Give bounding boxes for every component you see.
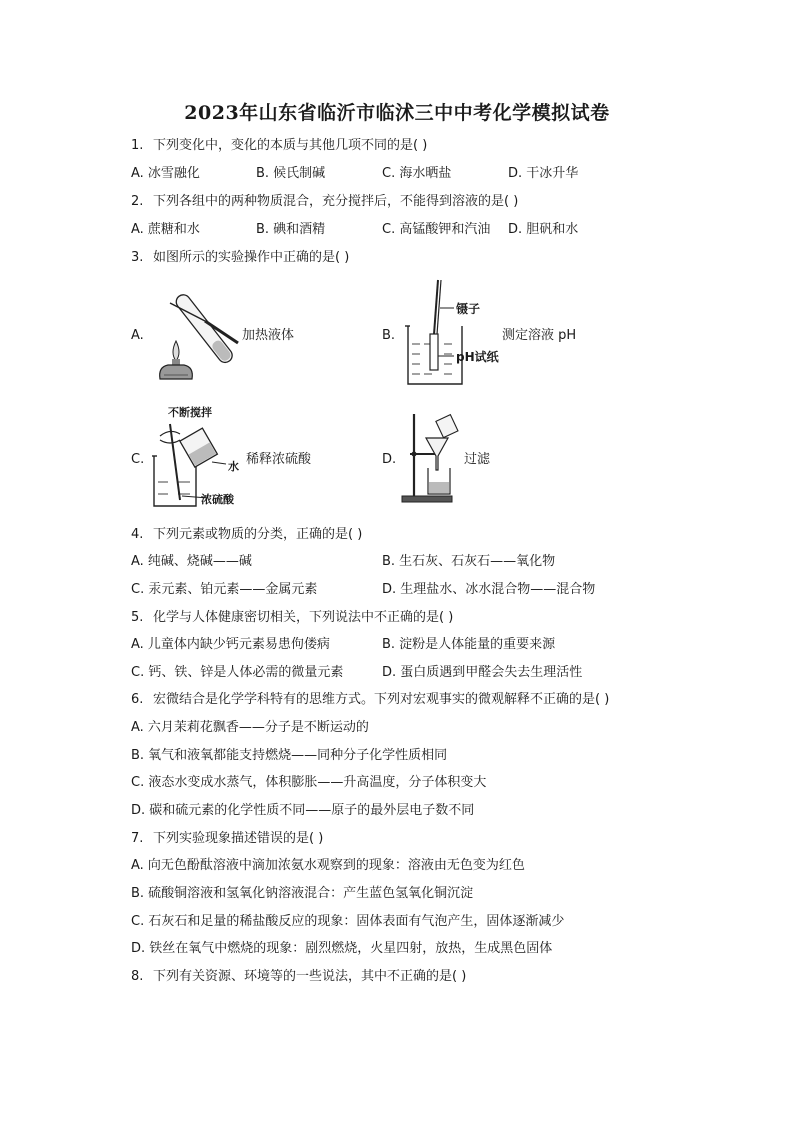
q6-option-b[interactable]: B. 氧气和液氧都能支持燃烧——同种分子化学性质相同 bbox=[131, 748, 448, 763]
question-5: 5. 化学与人体健康密切相关，下列说法中不正确的是( ) bbox=[131, 610, 454, 625]
question-4: 4. 下列元素或物质的分类，正确的是( ) bbox=[131, 527, 363, 542]
q5-option-a[interactable]: A. 儿童体内缺少钙元素易患佝偻病 bbox=[131, 637, 330, 652]
q4-option-c[interactable]: C. 汞元素、铂元素——金属元素 bbox=[131, 582, 318, 597]
label-water: 水 bbox=[228, 460, 239, 473]
q6-option-c[interactable]: C. 液态水变成水蒸气，体积膨胀——升高温度，分子体积变大 bbox=[131, 775, 487, 790]
q1-option-b[interactable]: B. 候氏制碱 bbox=[256, 166, 326, 181]
q2-option-c[interactable]: C. 高锰酸钾和汽油 bbox=[382, 222, 491, 237]
q4-option-d[interactable]: D. 生理盐水、冰水混合物——混合物 bbox=[382, 582, 596, 597]
question-3: 3. 如图所示的实验操作中正确的是( ) bbox=[131, 250, 350, 265]
q6-option-a[interactable]: A. 六月茉莉花飘香——分子是不断运动的 bbox=[131, 720, 369, 735]
q2-option-a[interactable]: A. 蔗糖和水 bbox=[131, 222, 200, 237]
q1-option-d[interactable]: D. 干冰升华 bbox=[508, 166, 579, 181]
question-2: 2. 下列各组中的两种物质混合，充分搅拌后，不能得到溶液的是( ) bbox=[131, 194, 519, 209]
figure-measure-ph bbox=[400, 278, 500, 388]
label-tweezers: 镊子 bbox=[456, 302, 481, 316]
label-stir: 不断搅拌 bbox=[168, 406, 212, 419]
label-measure-ph: 测定溶液 pH bbox=[502, 328, 577, 343]
q5-option-c[interactable]: C. 钙、铁、锌是人体必需的微量元素 bbox=[131, 665, 344, 680]
q7-option-b[interactable]: B. 硫酸铜溶液和氢氧化钠溶液混合：产生蓝色氢氧化铜沉淀 bbox=[131, 886, 474, 901]
label-dilute-acid: 稀释浓硫酸 bbox=[246, 452, 312, 467]
q3-option-a[interactable]: A. bbox=[131, 328, 144, 343]
q5-option-d[interactable]: D. 蛋白质遇到甲醛会失去生理活性 bbox=[382, 665, 583, 680]
q7-option-d[interactable]: D. 铁丝在氧气中燃烧的现象：剧烈燃烧，火星四射，放热，生成黑色固体 bbox=[131, 941, 553, 956]
q3-option-b[interactable]: B. bbox=[382, 328, 396, 343]
q2-option-b[interactable]: B. 碘和酒精 bbox=[256, 222, 326, 237]
q6-option-d[interactable]: D. 碳和硫元素的化学性质不同——原子的最外层电子数不同 bbox=[131, 803, 475, 818]
q4-option-b[interactable]: B. 生石灰、石灰石——氧化物 bbox=[382, 554, 556, 569]
q7-option-c[interactable]: C. 石灰石和足量的稀盐酸反应的现象：固体表面有气泡产生，固体逐渐减少 bbox=[131, 914, 565, 929]
page-title: 2023年山东省临沂市临沭三中中考化学模拟试卷 bbox=[184, 102, 610, 124]
question-6: 6. 宏微结合是化学学科特有的思维方式。下列对宏观事实的微观解释不正确的是( ) bbox=[131, 692, 610, 707]
label-conc-acid: 浓硫酸 bbox=[201, 493, 234, 506]
label-ph-paper: pH试纸 bbox=[456, 350, 499, 364]
label-filtration: 过滤 bbox=[464, 452, 491, 467]
q1-option-a[interactable]: A. 冰雪融化 bbox=[131, 166, 200, 181]
question-7: 7. 下列实验现象描述错误的是( ) bbox=[131, 831, 324, 846]
question-1: 1. 下列变化中，变化的本质与其他几项不同的是( ) bbox=[131, 138, 428, 153]
q5-option-b[interactable]: B. 淀粉是人体能量的重要来源 bbox=[382, 637, 556, 652]
question-8: 8. 下列有关资源、环境等的一些说法，其中不正确的是( ) bbox=[131, 969, 467, 984]
q3-option-c[interactable]: C. bbox=[131, 452, 145, 467]
figure-filtration bbox=[400, 410, 464, 504]
figure-heating-liquid bbox=[150, 283, 242, 383]
q3-option-d[interactable]: D. bbox=[382, 452, 397, 467]
label-heating-liquid: 加热液体 bbox=[242, 328, 295, 343]
q1-option-c[interactable]: C. 海水晒盐 bbox=[382, 166, 452, 181]
q7-option-a[interactable]: A. 向无色酚酞溶液中滴加浓氨水观察到的现象：溶液由无色变为红色 bbox=[131, 858, 525, 873]
q2-option-d[interactable]: D. 胆矾和水 bbox=[508, 222, 579, 237]
q4-option-a[interactable]: A. 纯碱、烧碱——碱 bbox=[131, 554, 252, 569]
